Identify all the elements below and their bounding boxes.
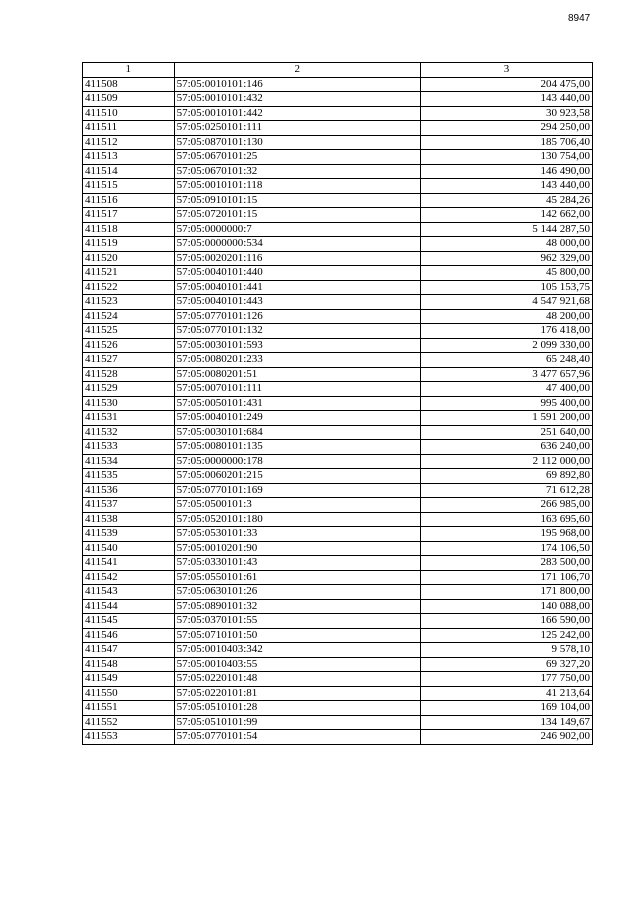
table-row: [83, 222, 593, 237]
row-number-cell: 411538: [83, 512, 175, 527]
value-cell: 177 750,00: [420, 672, 592, 687]
value-cell: 283 500,00: [420, 556, 592, 571]
table-row: [83, 628, 593, 643]
row-number-cell: 411530: [83, 396, 175, 411]
table-row: [83, 614, 593, 629]
row-number-cell: 411544: [83, 599, 175, 614]
row-number-cell: 411536: [83, 483, 175, 498]
cadastral-number-cell: 57:05:0550101:61: [174, 570, 420, 585]
cadastral-number-cell: 57:05:0040101:249: [174, 411, 420, 426]
cadastral-number-cell: 57:05:0670101:32: [174, 164, 420, 179]
row-number-cell: 411549: [83, 672, 175, 687]
cadastral-number-cell: 57:05:0510101:99: [174, 715, 420, 730]
table-row: [83, 280, 593, 295]
cadastral-number-cell: 57:05:0770101:169: [174, 483, 420, 498]
cadastral-number-cell: 57:05:0000000:7: [174, 222, 420, 237]
table-row: [83, 251, 593, 266]
cadastral-number-cell: 57:05:0010403:342: [174, 643, 420, 658]
table-row: [83, 193, 593, 208]
value-cell: 195 968,00: [420, 527, 592, 542]
value-cell: 636 240,00: [420, 440, 592, 455]
value-cell: 45 284,26: [420, 193, 592, 208]
row-number-cell: 411525: [83, 324, 175, 339]
cadastral-number-cell: 57:05:0010101:146: [174, 77, 420, 92]
cadastral-number-cell: 57:05:0890101:32: [174, 599, 420, 614]
value-cell: 9 578,10: [420, 643, 592, 658]
table-row: [83, 498, 593, 513]
row-number-cell: 411513: [83, 150, 175, 165]
table-row: [83, 367, 593, 382]
table-row: [83, 324, 593, 339]
row-number-cell: 411548: [83, 657, 175, 672]
cadastral-number-cell: 57:05:0770101:126: [174, 309, 420, 324]
table-row: [83, 179, 593, 194]
table-row: [83, 121, 593, 136]
table-row: [83, 527, 593, 542]
row-number-cell: 411526: [83, 338, 175, 353]
row-number-cell: 411534: [83, 454, 175, 469]
cadastral-number-cell: 57:05:0870101:130: [174, 135, 420, 150]
row-number-cell: 411551: [83, 701, 175, 716]
table-row: [83, 164, 593, 179]
cadastral-number-cell: 57:05:0010201:90: [174, 541, 420, 556]
row-number-cell: 411545: [83, 614, 175, 629]
row-number-cell: 411531: [83, 411, 175, 426]
table-row: [83, 411, 593, 426]
table-row: [83, 396, 593, 411]
row-number-cell: 411508: [83, 77, 175, 92]
row-number-cell: 411520: [83, 251, 175, 266]
cadastral-number-cell: 57:05:0040101:440: [174, 266, 420, 281]
row-number-cell: 411517: [83, 208, 175, 223]
value-cell: 130 754,00: [420, 150, 592, 165]
cadastral-number-cell: 57:05:0010101:442: [174, 106, 420, 121]
row-number-cell: 411512: [83, 135, 175, 150]
row-number-cell: 411541: [83, 556, 175, 571]
page-number: 8947: [568, 13, 591, 24]
row-number-cell: 411537: [83, 498, 175, 513]
value-cell: 174 106,50: [420, 541, 592, 556]
cadastral-number-cell: 57:05:0510101:28: [174, 701, 420, 716]
table-row: [83, 643, 593, 658]
value-cell: 69 327,20: [420, 657, 592, 672]
table-row: [83, 208, 593, 223]
table-header-row: [83, 63, 593, 78]
cadastral-number-cell: 57:05:0080101:135: [174, 440, 420, 455]
table-body: [83, 77, 593, 744]
row-number-cell: 411523: [83, 295, 175, 310]
cadastral-number-cell: 57:05:0710101:50: [174, 628, 420, 643]
cadastral-number-cell: 57:05:0000000:178: [174, 454, 420, 469]
table-row: [83, 382, 593, 397]
value-cell: 142 662,00: [420, 208, 592, 223]
row-number-cell: 411511: [83, 121, 175, 136]
data-table: [82, 62, 593, 745]
table-row: [83, 672, 593, 687]
cadastral-number-cell: 57:05:0670101:25: [174, 150, 420, 165]
value-cell: 185 706,40: [420, 135, 592, 150]
row-number-cell: 411529: [83, 382, 175, 397]
cadastral-number-cell: 57:05:0910101:15: [174, 193, 420, 208]
row-number-cell: 411515: [83, 179, 175, 194]
value-cell: 246 902,00: [420, 730, 592, 745]
table-row: [83, 440, 593, 455]
cadastral-number-cell: 57:05:0080201:233: [174, 353, 420, 368]
cadastral-number-cell: 57:05:0010101:432: [174, 92, 420, 107]
table-row: [83, 237, 593, 252]
value-cell: 69 892,80: [420, 469, 592, 484]
table-row: [83, 77, 593, 92]
table-row: [83, 338, 593, 353]
cadastral-number-cell: 57:05:0030101:593: [174, 338, 420, 353]
value-cell: 30 923,58: [420, 106, 592, 121]
value-cell: 266 985,00: [420, 498, 592, 513]
table-row: [83, 483, 593, 498]
cadastral-number-cell: 57:05:0080201:51: [174, 367, 420, 382]
value-cell: 134 149,67: [420, 715, 592, 730]
cadastral-number-cell: 57:05:0030101:684: [174, 425, 420, 440]
row-number-cell: 411527: [83, 353, 175, 368]
table-row: [83, 730, 593, 745]
value-cell: 5 144 287,50: [420, 222, 592, 237]
row-number-cell: 411516: [83, 193, 175, 208]
row-number-cell: 411552: [83, 715, 175, 730]
column-header-3: 3: [420, 63, 592, 78]
column-header-1: 1: [83, 63, 175, 78]
value-cell: 2 112 000,00: [420, 454, 592, 469]
row-number-cell: 411510: [83, 106, 175, 121]
table-row: [83, 309, 593, 324]
cadastral-number-cell: 57:05:0770101:54: [174, 730, 420, 745]
row-number-cell: 411542: [83, 570, 175, 585]
table-row: [83, 686, 593, 701]
cadastral-number-cell: 57:05:0040101:443: [174, 295, 420, 310]
value-cell: 166 590,00: [420, 614, 592, 629]
value-cell: 41 213,64: [420, 686, 592, 701]
cadastral-number-cell: 57:05:0220101:81: [174, 686, 420, 701]
row-number-cell: 411535: [83, 469, 175, 484]
row-number-cell: 411547: [83, 643, 175, 658]
row-number-cell: 411539: [83, 527, 175, 542]
row-number-cell: 411518: [83, 222, 175, 237]
value-cell: 4 547 921,68: [420, 295, 592, 310]
cadastral-number-cell: 57:05:0530101:33: [174, 527, 420, 542]
table-row: [83, 599, 593, 614]
row-number-cell: 411533: [83, 440, 175, 455]
cadastral-number-cell: 57:05:0770101:132: [174, 324, 420, 339]
row-number-cell: 411522: [83, 280, 175, 295]
table-row: [83, 701, 593, 716]
cadastral-number-cell: 57:05:0020201:116: [174, 251, 420, 266]
table-row: [83, 570, 593, 585]
cadastral-number-cell: 57:05:0250101:111: [174, 121, 420, 136]
row-number-cell: 411546: [83, 628, 175, 643]
table-row: [83, 715, 593, 730]
row-number-cell: 411550: [83, 686, 175, 701]
value-cell: 176 418,00: [420, 324, 592, 339]
table-row: [83, 454, 593, 469]
value-cell: 1 591 200,00: [420, 411, 592, 426]
value-cell: 962 329,00: [420, 251, 592, 266]
cadastral-number-cell: 57:05:0060201:215: [174, 469, 420, 484]
value-cell: 995 400,00: [420, 396, 592, 411]
table-row: [83, 541, 593, 556]
row-number-cell: 411532: [83, 425, 175, 440]
value-cell: 2 099 330,00: [420, 338, 592, 353]
value-cell: 171 106,70: [420, 570, 592, 585]
table-row: [83, 425, 593, 440]
cadastral-number-cell: 57:05:0220101:48: [174, 672, 420, 687]
value-cell: 251 640,00: [420, 425, 592, 440]
cadastral-number-cell: 57:05:0720101:15: [174, 208, 420, 223]
value-cell: 105 153,75: [420, 280, 592, 295]
cadastral-number-cell: 57:05:0070101:111: [174, 382, 420, 397]
cadastral-number-cell: 57:05:0520101:180: [174, 512, 420, 527]
cadastral-number-cell: 57:05:0330101:43: [174, 556, 420, 571]
value-cell: 45 800,00: [420, 266, 592, 281]
row-number-cell: 411514: [83, 164, 175, 179]
table-row: [83, 353, 593, 368]
table-row: [83, 106, 593, 121]
value-cell: 47 400,00: [420, 382, 592, 397]
row-number-cell: 411540: [83, 541, 175, 556]
value-cell: 140 088,00: [420, 599, 592, 614]
row-number-cell: 411521: [83, 266, 175, 281]
value-cell: 294 250,00: [420, 121, 592, 136]
table-row: [83, 266, 593, 281]
value-cell: 204 475,00: [420, 77, 592, 92]
value-cell: 48 000,00: [420, 237, 592, 252]
table-row: [83, 657, 593, 672]
row-number-cell: 411528: [83, 367, 175, 382]
value-cell: 169 104,00: [420, 701, 592, 716]
value-cell: 3 477 657,96: [420, 367, 592, 382]
value-cell: 48 200,00: [420, 309, 592, 324]
cadastral-number-cell: 57:05:0500101:3: [174, 498, 420, 513]
cadastral-number-cell: 57:05:0370101:55: [174, 614, 420, 629]
row-number-cell: 411543: [83, 585, 175, 600]
column-header-2: 2: [174, 63, 420, 78]
cadastral-number-cell: 57:05:0010101:118: [174, 179, 420, 194]
value-cell: 143 440,00: [420, 92, 592, 107]
value-cell: 65 248,40: [420, 353, 592, 368]
row-number-cell: 411524: [83, 309, 175, 324]
value-cell: 171 800,00: [420, 585, 592, 600]
table-row: [83, 150, 593, 165]
value-cell: 163 695,60: [420, 512, 592, 527]
table-row: [83, 295, 593, 310]
row-number-cell: 411553: [83, 730, 175, 745]
value-cell: 143 440,00: [420, 179, 592, 194]
cadastral-number-cell: 57:05:0010403:55: [174, 657, 420, 672]
value-cell: 71 612,28: [420, 483, 592, 498]
cadastral-number-cell: 57:05:0000000:534: [174, 237, 420, 252]
table-row: [83, 556, 593, 571]
table-row: [83, 469, 593, 484]
cadastral-number-cell: 57:05:0040101:441: [174, 280, 420, 295]
table-row: [83, 512, 593, 527]
table-row: [83, 585, 593, 600]
value-cell: 146 490,00: [420, 164, 592, 179]
table-row: [83, 92, 593, 107]
row-number-cell: 411519: [83, 237, 175, 252]
table-row: [83, 135, 593, 150]
cadastral-number-cell: 57:05:0050101:431: [174, 396, 420, 411]
row-number-cell: 411509: [83, 92, 175, 107]
cadastral-number-cell: 57:05:0630101:26: [174, 585, 420, 600]
value-cell: 125 242,00: [420, 628, 592, 643]
